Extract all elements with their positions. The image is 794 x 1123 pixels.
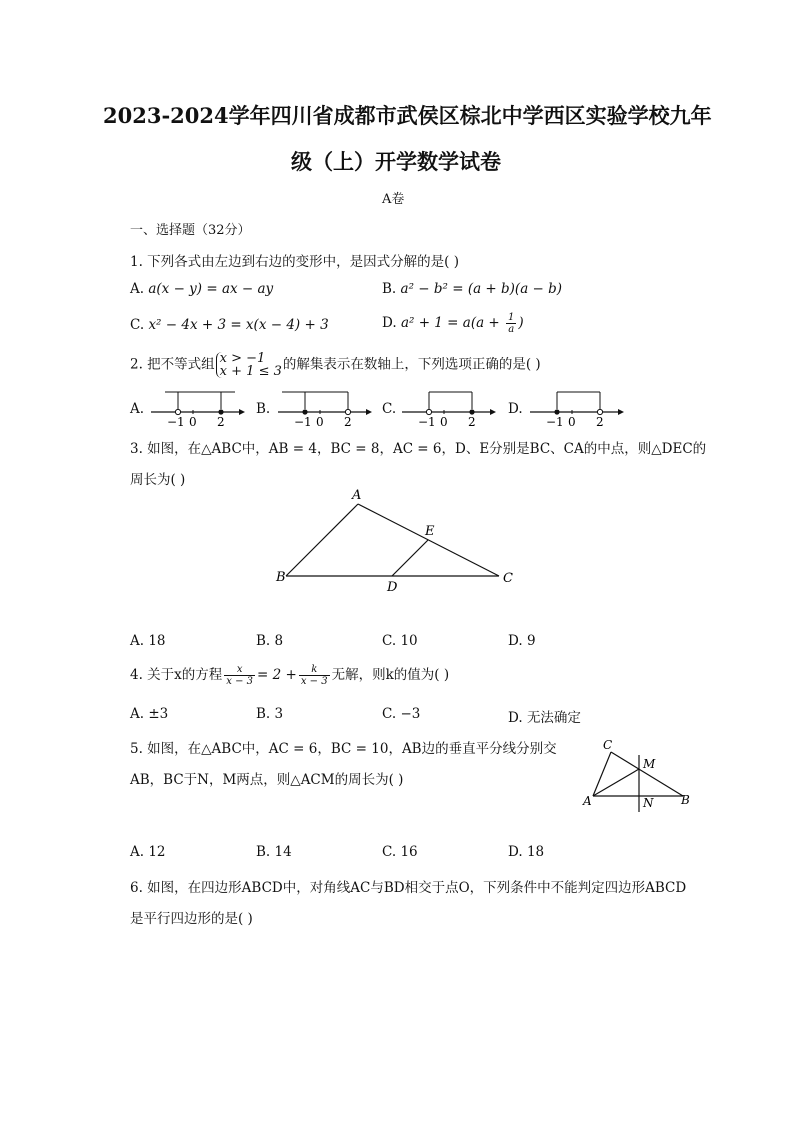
q3-triangle-figure <box>270 484 530 596</box>
tick-2: 2 <box>596 415 604 428</box>
q1-option-b-text: a² − b² = (a + b)(a − b) <box>400 281 563 297</box>
segment-am <box>593 769 639 796</box>
q3-option-b <box>256 633 283 649</box>
q4-option-d <box>508 706 581 726</box>
axis-arrow <box>490 409 496 415</box>
q5-option-b <box>256 844 292 860</box>
q2-numberline-b <box>272 386 372 428</box>
q2-numberline-a <box>145 386 245 428</box>
q2-option-d-label: D. <box>508 401 523 417</box>
q5-option-a <box>130 844 166 860</box>
q1-option-b <box>382 281 562 297</box>
q1-option-d-num: 1 <box>508 312 515 323</box>
tick-0: 0 <box>568 415 576 428</box>
tick-2: 2 <box>344 415 352 428</box>
q4-f1-num: x <box>224 664 255 676</box>
q3-stem-line1: 3. 如图，在△ABC中，AB = 4，BC = 8，AC = 6，D、E分别是BC、CA的中点，则△DEC的 <box>130 441 707 457</box>
axis-arrow <box>618 409 624 415</box>
q5-option-b-label: B. <box>256 844 271 860</box>
q2-option-b-label: B. <box>256 401 271 417</box>
q5-stem-line1: 5. 如图，在△ABC中，AC = 6，BC = 10，AB边的垂直平分线分别交 <box>130 741 557 757</box>
q5-option-d-text: 18 <box>526 844 545 860</box>
open-point <box>175 409 180 414</box>
q4-f1-den: x − 3 <box>226 676 254 687</box>
q4-option-d-label: D. <box>508 710 523 726</box>
segment-ab <box>286 504 358 576</box>
point-d-label: D <box>387 580 398 595</box>
q5-option-d <box>508 844 544 860</box>
exam-title-line1: 2023-2024学年四川省成都市武侯区棕北中学西区实验学校九年 <box>103 103 712 128</box>
q4-fraction-2 <box>299 664 330 687</box>
closed-point <box>554 409 559 414</box>
q3-option-b-text: 8 <box>274 633 284 649</box>
q1-option-d-den: a <box>508 324 515 335</box>
exam-title-line2: 级（上）开学数学试卷 <box>291 149 501 174</box>
q4-stem-pre: 4. 关于x的方程 <box>130 667 223 683</box>
q5-stem-line2: AB，BC于N，M两点，则△ACM的周长为( ) <box>130 772 404 788</box>
q4-option-c <box>382 706 420 722</box>
q4-mid: = 2 + <box>257 667 297 683</box>
q1-option-d-fraction <box>506 312 516 335</box>
open-point <box>426 409 431 414</box>
q3-option-d-text: 9 <box>526 633 536 649</box>
q3-option-a <box>130 633 166 649</box>
axis-arrow <box>239 409 245 415</box>
q3-option-c-text: 10 <box>400 633 418 649</box>
q4-fraction-1 <box>224 664 255 687</box>
point-c-label: C <box>503 571 513 586</box>
q1-option-c-text: x² − 4x + 3 = x(x − 4) + 3 <box>148 317 329 333</box>
q5-triangle-figure <box>582 735 698 815</box>
q3-option-d <box>508 633 536 649</box>
q5-option-c <box>382 844 418 860</box>
q3-option-a-label: A. <box>130 633 145 649</box>
q6-stem-line2: 是平行四边形的是( ) <box>130 911 253 927</box>
segment-ac <box>358 504 499 576</box>
q5-option-a-label: A. <box>130 844 145 860</box>
point-n-label: N <box>643 796 654 810</box>
point-b-label: B <box>276 570 286 585</box>
point-b-label: B <box>681 793 690 807</box>
q4-option-a-label: A. <box>130 706 145 722</box>
q1-option-a-label: A. <box>130 281 145 297</box>
q1-option-d-post: ) <box>518 315 524 331</box>
q1-option-a-text: a(x − y) = ax − ay <box>148 281 274 297</box>
q2-stem-pre: 2. 把不等式组 <box>130 356 215 373</box>
q6-stem-line1: 6. 如图，在四边形ABCD中，对角线AC与BD相交于点O，下列条件中不能判定四边形ABCD <box>130 880 687 896</box>
q5-option-c-text: 16 <box>400 844 418 860</box>
point-m-label: M <box>643 757 656 771</box>
q5-option-d-label: D. <box>508 844 523 860</box>
q2-option-a-label: A. <box>130 401 145 417</box>
point-c-label: C <box>603 738 613 752</box>
segment-de <box>392 540 428 576</box>
q1-stem: 1. 下列各式由左边到右边的变形中，是因式分解的是( ) <box>130 254 459 270</box>
q3-option-d-label: D. <box>508 633 523 649</box>
axis-arrow <box>366 409 372 415</box>
segment-ac <box>593 752 611 796</box>
q4-option-c-text: −3 <box>400 706 421 722</box>
q4-option-c-label: C. <box>382 706 397 722</box>
q2-option-c-label: C. <box>382 401 397 417</box>
q5-option-b-text: 14 <box>274 844 292 860</box>
q4-f2-den: x − 3 <box>300 676 328 687</box>
q3-option-a-text: 18 <box>148 633 166 649</box>
q4-option-b <box>256 706 283 722</box>
q1-option-c <box>130 317 329 333</box>
q4-option-b-text: 3 <box>274 706 284 722</box>
q1-option-d-pre: a² + 1 = a(a + <box>400 315 505 331</box>
open-point <box>345 409 350 414</box>
point-e-label: E <box>425 524 435 539</box>
tick-0: 0 <box>440 415 448 428</box>
q4-f2-num: k <box>299 664 330 676</box>
closed-point <box>469 409 474 414</box>
point-a-label: A <box>583 794 592 808</box>
q5-option-a-text: 12 <box>148 844 166 860</box>
q2-inequality-system <box>216 352 282 378</box>
q1-option-b-label: B. <box>382 281 397 297</box>
tick-neg1: −1 <box>294 415 312 428</box>
point-a-label: A <box>352 488 362 503</box>
q2-ineq-1: x > −1 <box>219 351 266 366</box>
tick-2: 2 <box>217 415 225 428</box>
q1-option-d <box>382 312 524 335</box>
tick-2: 2 <box>468 415 476 428</box>
volume-label: A卷 <box>382 192 405 207</box>
open-point <box>597 409 602 414</box>
q2-stem <box>130 352 541 378</box>
q4-stem <box>130 663 449 687</box>
tick-neg1: −1 <box>546 415 564 428</box>
tick-neg1: −1 <box>418 415 436 428</box>
q1-option-c-label: C. <box>130 317 145 333</box>
closed-point <box>218 409 223 414</box>
q5-option-c-label: C. <box>382 844 397 860</box>
q2-stem-post: 的解集表示在数轴上，下列选项正确的是( ) <box>282 356 541 373</box>
q4-option-a <box>130 706 168 722</box>
closed-point <box>302 409 307 414</box>
q4-option-a-text: ±3 <box>148 706 169 722</box>
q3-stem-line2: 周长为( ) <box>130 472 186 488</box>
tick-0: 0 <box>189 415 197 428</box>
section-heading: 一、选择题（32分） <box>130 223 251 238</box>
q3-option-c-label: C. <box>382 633 397 649</box>
q3-option-b-label: B. <box>256 633 271 649</box>
q3-option-c <box>382 633 418 649</box>
q2-numberline-c <box>396 386 496 428</box>
q2-ineq-2: x + 1 ≤ 3 <box>219 364 282 379</box>
q1-option-d-label: D. <box>382 315 397 331</box>
q4-option-b-label: B. <box>256 706 271 722</box>
tick-neg1: −1 <box>167 415 185 428</box>
q1-option-a <box>130 281 273 297</box>
q2-numberline-d <box>524 386 624 428</box>
q4-stem-post: 无解，则k的值为( ) <box>331 667 450 683</box>
q4-option-d-text: 无法确定 <box>526 710 581 726</box>
tick-0: 0 <box>316 415 324 428</box>
